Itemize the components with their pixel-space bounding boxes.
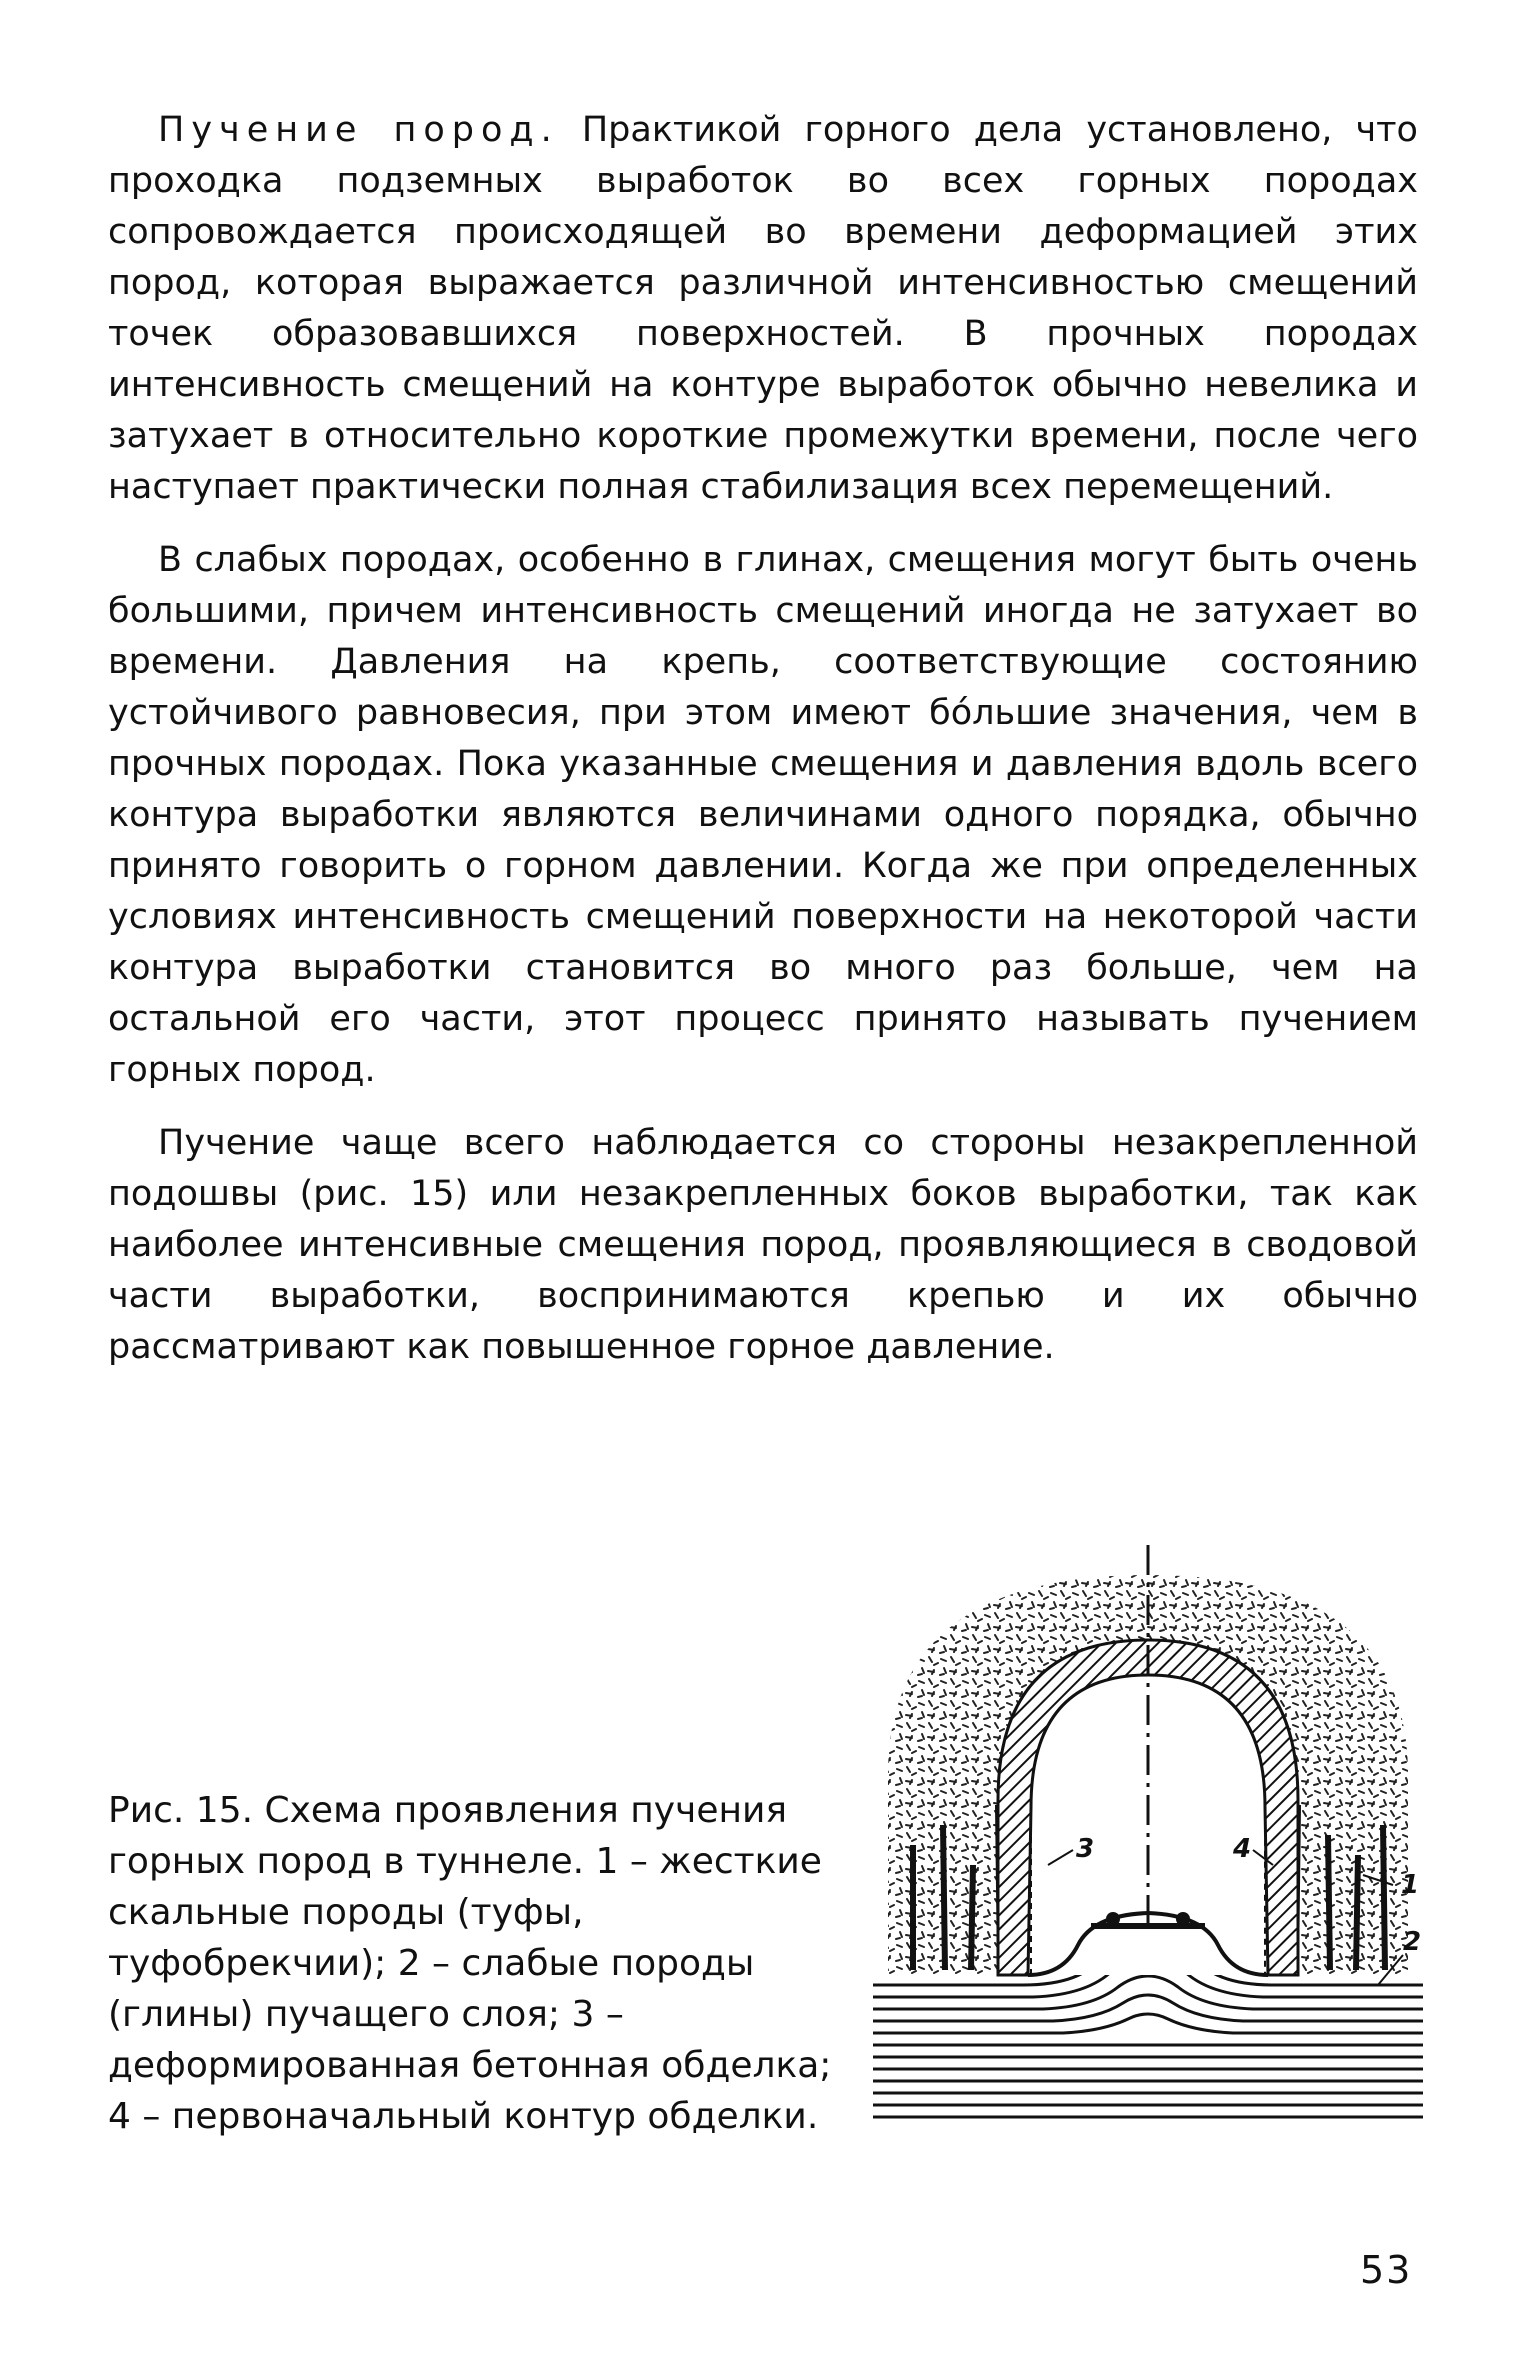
figure-caption: Рис. 15. Схема проявления пучения горных пород в туннеле. 1 – жесткие скальные породы (туфы, туфобрекчии); 2 – слабые породы (глины) пучащего слоя; 3 – деформированная бетонная обделка; 4 – первоначальный контур обделки. [108,1790,832,2137]
label-2: 2 [1403,1927,1422,1957]
label-4: 4 [1233,1834,1252,1864]
section-heading: Пучение пород. [158,110,559,150]
paragraph-2: В слабых породах, особенно в глинах, смещения могут быть очень большими, причем интенсивность смещений иногда не затухает во времени. Давления на крепь, соответствующие состоянию устойчивого равновесия, при этом имеют бо́льшие значения, чем в прочных породах. Пока указанные смещения и давления вдоль всего контура выработки являются величинами одного порядка, обычно принято говорить о горном давлении. Когда же при определенных условиях интенсивность смещений поверхности на некоторой части контура выработки становится во много раз больше, чем на остальной его части, этот процесс принято называть пучением горных пород. [108,540,1418,1090]
paragraph-1 [108,105,1418,513]
page-body [108,105,1418,1395]
paragraph-1-body: Практикой горного дела установлено, что проходка подземных выработок во всех горных породах сопровождается происходящей во времени деформацией этих пород, которая выражается различной интенсивностью смещений точек образовавшихся поверхностей. В прочных породах интенсивность смещений на контуре выработок обычно невелика и затухает в относительно короткие промежутки времени, после чего наступает практически полная стабилизация всех перемещений. [108,110,1418,507]
page-number: 53 [1360,2248,1413,2292]
label-1: 1 [1401,1870,1420,1900]
label-3: 3 [1076,1834,1095,1864]
paragraph-3: Пучение чаще всего наблюдается со стороны незакрепленной подошвы (рис. 15) или незакрепленных боков выработки, так как наиболее интенсивные смещения пород, проявляющиеся в сводовой части выработки, воспринимаются крепью и их обычно рассматривают как повышенное горное давление. [108,1123,1418,1367]
figure-15 [108,1545,1422,2225]
tunnel-heave-diagram [873,1545,1423,2125]
